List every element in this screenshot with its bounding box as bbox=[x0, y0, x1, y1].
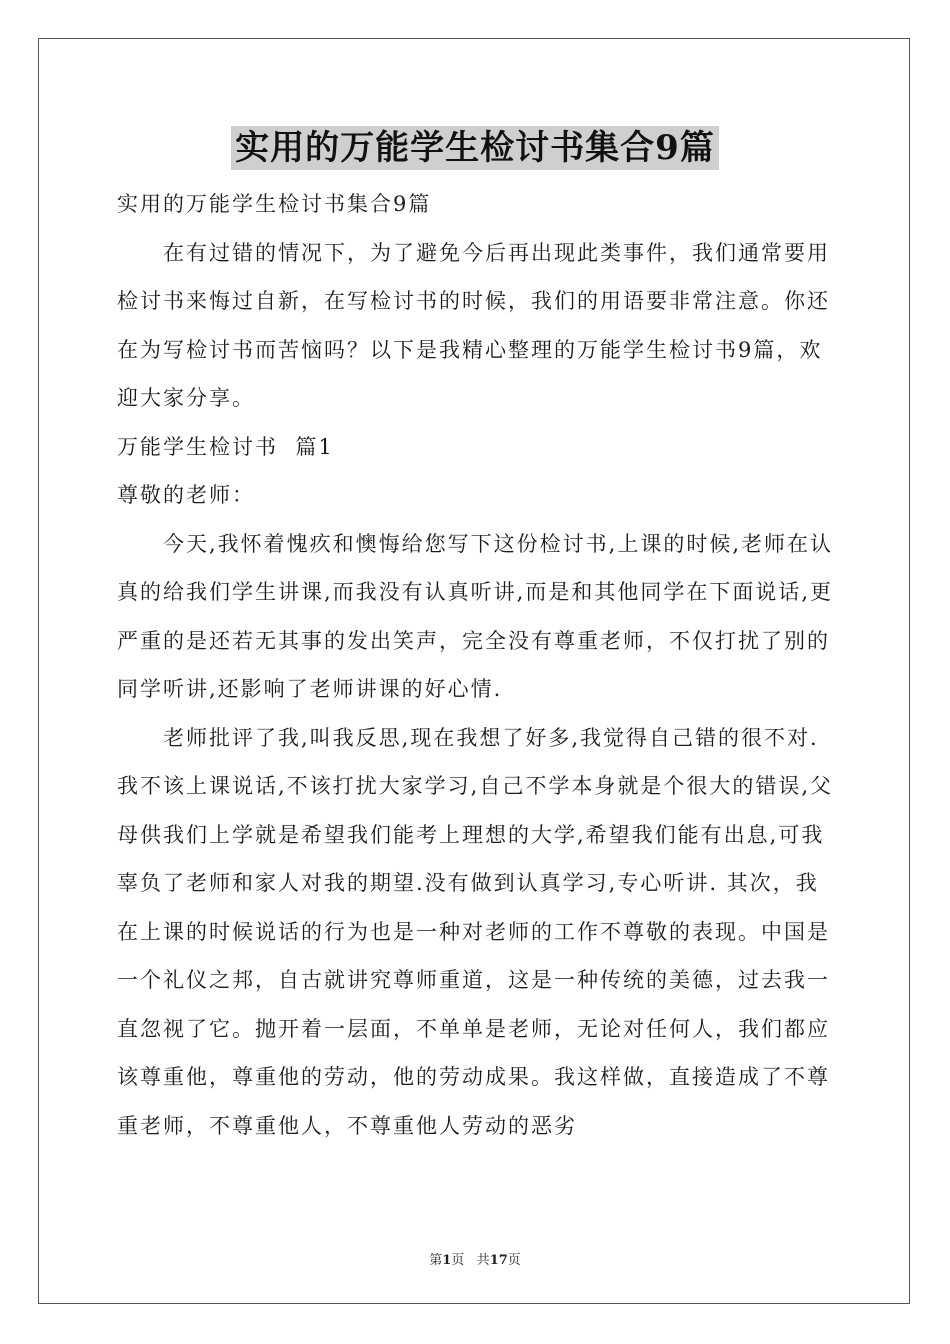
document-body bbox=[117, 180, 835, 1150]
body-paragraph-2: 老师批评了我,叫我反思,现在我想了好多,我觉得自己错的很不对.我不该上课说话,不该打扰大家学习,自己不学本身就是个很大的错误,父母供我们上学就是希望我们能考上理想的大学,希望我们能有出息,可我辜负了老师和家人对我的期望.没有做到认真学习,专心听讲. 其次，我在上课的时候说话的行为也是一种对老师的工作不尊敬的表现。中国是一个礼仪之邦，自古就讲究尊师重道，这是一种传统的美德，过去我一直忽视了它。抛开着一层面，不单单是老师，无论对任何人，我们都应该尊重他，尊重他的劳动，他的劳动成果。我这样做，直接造成了不尊重老师，不尊重他人，不尊重他人劳动的恶劣 bbox=[117, 725, 834, 1138]
footer-page-suffix: 页 bbox=[451, 1253, 465, 1268]
section-heading: 万能学生检讨书 篇1 bbox=[117, 434, 334, 459]
footer-page-number: 1 bbox=[442, 1253, 452, 1268]
document-title: 实用的万能学生检讨书集合9篇 bbox=[231, 126, 719, 170]
body-paragraph-1: 今天,我怀着愧疚和懊悔给您写下这份检讨书,上课的时候,老师在认真的给我们学生讲课,而我没有认真听讲,而是和其他同学在下面说话,更严重的是还若无其事的发出笑声，完全没有尊重老师，不仅打扰了别的同学听讲,还影响了老师讲课的好心情. bbox=[117, 531, 834, 701]
footer-page-prefix: 第 bbox=[429, 1253, 443, 1268]
footer-total-suffix: 页 bbox=[507, 1253, 521, 1268]
footer-total-prefix: 共 bbox=[476, 1253, 490, 1268]
title-wrapper bbox=[0, 126, 950, 170]
subtitle-line: 实用的万能学生检讨书集合9篇 bbox=[117, 192, 432, 216]
salutation: 尊敬的老师： bbox=[117, 483, 255, 507]
intro-paragraph: 在有过错的情况下，为了避免今后再出现此类事件，我们通常要用检讨书来悔过自新，在写检讨书的时候，我们的用语要非常注意。你还在为写检讨书而苦恼吗？以下是我精心整理的万能学生检讨书9篇，欢迎大家分享。 bbox=[117, 240, 830, 410]
footer-total-pages: 17 bbox=[489, 1253, 508, 1268]
page-footer bbox=[0, 1249, 950, 1268]
